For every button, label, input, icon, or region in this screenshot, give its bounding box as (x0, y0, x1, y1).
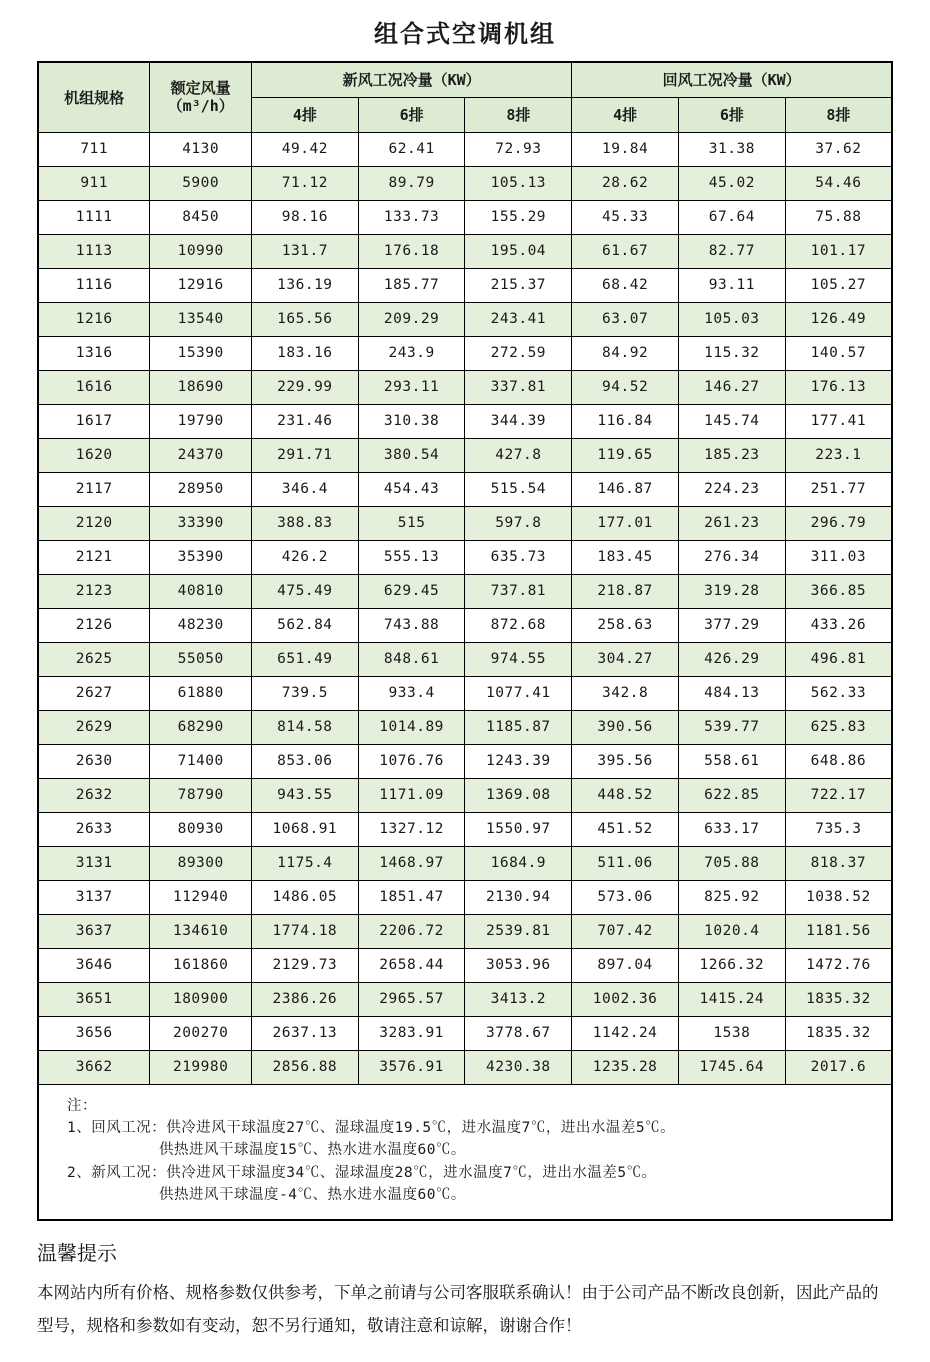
footer-heading: 温馨提示 (37, 1240, 117, 1265)
table-cell: 651.49 (251, 642, 358, 676)
table-cell: 2539.81 (465, 914, 572, 948)
table-cell: 707.42 (572, 914, 679, 948)
table-cell: 573.06 (572, 880, 679, 914)
table-cell: 722.17 (785, 778, 892, 812)
table-cell: 131.7 (251, 234, 358, 268)
table-cell: 1076.76 (358, 744, 465, 778)
table-cell: 911 (38, 166, 150, 200)
table-cell: 93.11 (678, 268, 785, 302)
table-row (38, 166, 892, 200)
table-cell: 705.88 (678, 846, 785, 880)
table-cell: 2625 (38, 642, 150, 676)
table-cell: 2123 (38, 574, 150, 608)
table-cell: 1684.9 (465, 846, 572, 880)
table-cell: 75.88 (785, 200, 892, 234)
table-cell: 2627 (38, 676, 150, 710)
table-cell: 622.85 (678, 778, 785, 812)
table-cell: 5900 (150, 166, 252, 200)
table-cell: 2658.44 (358, 948, 465, 982)
notes-cell (38, 1084, 892, 1220)
table-cell: 3646 (38, 948, 150, 982)
table-cell: 251.77 (785, 472, 892, 506)
table-cell: 119.65 (572, 438, 679, 472)
table-cell: 3778.67 (465, 1016, 572, 1050)
table-cell: 78790 (150, 778, 252, 812)
table-cell: 3656 (38, 1016, 150, 1050)
table-cell: 176.13 (785, 370, 892, 404)
table-cell: 183.45 (572, 540, 679, 574)
table-row (38, 336, 892, 370)
table-row (38, 710, 892, 744)
table-cell: 176.18 (358, 234, 465, 268)
table-cell: 427.8 (465, 438, 572, 472)
table-cell: 1014.89 (358, 710, 465, 744)
table-cell: 62.41 (358, 132, 465, 166)
table-cell: 1617 (38, 404, 150, 438)
table-header (38, 62, 892, 132)
note-line: 2、新风工况：供冷进风干球温度34℃、湿球温度28℃，进水温度7℃，进出水温差5℃。 (67, 1164, 657, 1181)
table-cell: 3137 (38, 880, 150, 914)
table-cell: 89.79 (358, 166, 465, 200)
table-cell: 146.27 (678, 370, 785, 404)
table-row (38, 438, 892, 472)
table-body (38, 132, 892, 1084)
table-cell: 562.33 (785, 676, 892, 710)
page-title: 组合式空调机组 (374, 20, 556, 48)
table-cell: 105.13 (465, 166, 572, 200)
table-cell: 185.77 (358, 268, 465, 302)
table-cell: 63.07 (572, 302, 679, 336)
table-cell: 105.27 (785, 268, 892, 302)
table-cell: 80930 (150, 812, 252, 846)
table-row (38, 914, 892, 948)
table-cell: 45.02 (678, 166, 785, 200)
header-subcol: 4排 (572, 97, 679, 132)
table-cell: 223.1 (785, 438, 892, 472)
table-cell: 1745.64 (678, 1050, 785, 1084)
table-cell: 366.85 (785, 574, 892, 608)
table-cell: 311.03 (785, 540, 892, 574)
table-cell: 484.13 (678, 676, 785, 710)
header-rated-airflow-line2: （m³/h） (167, 97, 234, 116)
table-cell: 2120 (38, 506, 150, 540)
table-cell: 346.4 (251, 472, 358, 506)
table-cell: 2629 (38, 710, 150, 744)
table-cell: 388.83 (251, 506, 358, 540)
table-cell: 82.77 (678, 234, 785, 268)
table-row (38, 506, 892, 540)
table-cell: 943.55 (251, 778, 358, 812)
table-cell: 1835.32 (785, 982, 892, 1016)
table-cell: 737.81 (465, 574, 572, 608)
table-cell: 258.63 (572, 608, 679, 642)
table-cell: 48230 (150, 608, 252, 642)
table-cell: 215.37 (465, 268, 572, 302)
table-row (38, 540, 892, 574)
table-row (38, 982, 892, 1016)
header-subcol: 6排 (678, 97, 785, 132)
table-cell: 1620 (38, 438, 150, 472)
table-cell: 136.19 (251, 268, 358, 302)
table-cell: 229.99 (251, 370, 358, 404)
table-cell: 3131 (38, 846, 150, 880)
table-cell: 155.29 (465, 200, 572, 234)
table-cell: 146.87 (572, 472, 679, 506)
table-row (38, 1016, 892, 1050)
table-cell: 31.38 (678, 132, 785, 166)
header-subcol: 8排 (465, 97, 572, 132)
table-cell: 13540 (150, 302, 252, 336)
table-cell: 183.16 (251, 336, 358, 370)
table-cell: 451.52 (572, 812, 679, 846)
table-cell: 377.29 (678, 608, 785, 642)
table-cell: 337.81 (465, 370, 572, 404)
table-cell: 68.42 (572, 268, 679, 302)
table-cell: 1175.4 (251, 846, 358, 880)
table-cell: 2117 (38, 472, 150, 506)
table-cell: 1038.52 (785, 880, 892, 914)
table-header-row-groups (38, 62, 892, 97)
header-rated-airflow-line1: 额定风量 (170, 78, 231, 97)
table-cell: 1538 (678, 1016, 785, 1050)
table-cell: 853.06 (251, 744, 358, 778)
table-row (38, 744, 892, 778)
table-cell: 218.87 (572, 574, 679, 608)
table-cell: 40810 (150, 574, 252, 608)
table-cell: 272.59 (465, 336, 572, 370)
table-cell: 3576.91 (358, 1050, 465, 1084)
table-cell: 1235.28 (572, 1050, 679, 1084)
table-row (38, 268, 892, 302)
table-cell: 1616 (38, 370, 150, 404)
table-cell: 3637 (38, 914, 150, 948)
table-cell: 1851.47 (358, 880, 465, 914)
table-cell: 71.12 (251, 166, 358, 200)
table-cell: 825.92 (678, 880, 785, 914)
table-cell: 37.62 (785, 132, 892, 166)
table-cell: 291.71 (251, 438, 358, 472)
table-cell: 558.61 (678, 744, 785, 778)
table-cell: 67.64 (678, 200, 785, 234)
table-cell: 342.8 (572, 676, 679, 710)
header-rated-airflow (150, 62, 252, 132)
table-cell: 2126 (38, 608, 150, 642)
table-cell: 2632 (38, 778, 150, 812)
table-cell: 933.4 (358, 676, 465, 710)
header-subcol: 4排 (251, 97, 358, 132)
table-cell: 276.34 (678, 540, 785, 574)
header-unit-spec: 机组规格 (38, 62, 150, 132)
table-cell: 89300 (150, 846, 252, 880)
table-cell: 3413.2 (465, 982, 572, 1016)
table-cell: 814.58 (251, 710, 358, 744)
table-cell: 200270 (150, 1016, 252, 1050)
table-cell: 539.77 (678, 710, 785, 744)
table-cell: 10990 (150, 234, 252, 268)
table-cell: 648.86 (785, 744, 892, 778)
table-cell: 2965.57 (358, 982, 465, 1016)
table-cell: 515 (358, 506, 465, 540)
table-cell: 8450 (150, 200, 252, 234)
table-cell: 1142.24 (572, 1016, 679, 1050)
table-row (38, 200, 892, 234)
table-cell: 3662 (38, 1050, 150, 1084)
table-cell: 496.81 (785, 642, 892, 676)
table-cell: 195.04 (465, 234, 572, 268)
table-cell: 84.92 (572, 336, 679, 370)
table-cell: 261.23 (678, 506, 785, 540)
table-cell: 1327.12 (358, 812, 465, 846)
table-cell: 711 (38, 132, 150, 166)
table-cell: 116.84 (572, 404, 679, 438)
table-row (38, 846, 892, 880)
table-cell: 304.27 (572, 642, 679, 676)
table-cell: 1113 (38, 234, 150, 268)
table-cell: 4130 (150, 132, 252, 166)
table-cell: 3053.96 (465, 948, 572, 982)
table-cell: 28.62 (572, 166, 679, 200)
header-subcol: 8排 (785, 97, 892, 132)
note-line: 1、回风工况：供冷进风干球温度27℃、湿球温度19.5℃，进水温度7℃，进出水温差5℃。 (67, 1119, 676, 1136)
table-cell: 15390 (150, 336, 252, 370)
table-cell: 1468.97 (358, 846, 465, 880)
table-cell: 2856.88 (251, 1050, 358, 1084)
table-cell: 19790 (150, 404, 252, 438)
table-cell: 98.16 (251, 200, 358, 234)
table-cell: 54.46 (785, 166, 892, 200)
table-cell: 1243.39 (465, 744, 572, 778)
table-row (38, 778, 892, 812)
table-cell: 515.54 (465, 472, 572, 506)
table-cell: 319.28 (678, 574, 785, 608)
table-cell: 1550.97 (465, 812, 572, 846)
table-row (38, 472, 892, 506)
table-cell: 475.49 (251, 574, 358, 608)
table-row (38, 404, 892, 438)
table-cell: 1486.05 (251, 880, 358, 914)
table-cell: 872.68 (465, 608, 572, 642)
table-cell: 145.74 (678, 404, 785, 438)
table-cell: 1068.91 (251, 812, 358, 846)
table-cell: 344.39 (465, 404, 572, 438)
notes-row (38, 1084, 892, 1220)
table-cell: 562.84 (251, 608, 358, 642)
table-cell: 625.83 (785, 710, 892, 744)
table-row (38, 608, 892, 642)
table-cell: 2386.26 (251, 982, 358, 1016)
table-cell: 1369.08 (465, 778, 572, 812)
table-cell: 848.61 (358, 642, 465, 676)
note-line: 供热进风干球温度-4℃、热水进水温度60℃。 (159, 1187, 466, 1204)
table-cell: 126.49 (785, 302, 892, 336)
table-cell: 71400 (150, 744, 252, 778)
table-cell: 2637.13 (251, 1016, 358, 1050)
table-cell: 177.01 (572, 506, 679, 540)
table-cell: 1316 (38, 336, 150, 370)
table-cell: 61880 (150, 676, 252, 710)
table-cell: 974.55 (465, 642, 572, 676)
table-cell: 68290 (150, 710, 252, 744)
table-cell: 735.3 (785, 812, 892, 846)
table-cell: 433.26 (785, 608, 892, 642)
table-cell: 224.23 (678, 472, 785, 506)
table-cell: 3283.91 (358, 1016, 465, 1050)
table-cell: 454.43 (358, 472, 465, 506)
table-cell: 448.52 (572, 778, 679, 812)
table-cell: 112940 (150, 880, 252, 914)
table-cell: 243.41 (465, 302, 572, 336)
table-notes (38, 1084, 892, 1220)
table-row (38, 574, 892, 608)
table-cell: 629.45 (358, 574, 465, 608)
table-cell: 115.32 (678, 336, 785, 370)
table-cell: 72.93 (465, 132, 572, 166)
table-cell: 140.57 (785, 336, 892, 370)
table-row (38, 302, 892, 336)
table-cell: 94.52 (572, 370, 679, 404)
table-row (38, 642, 892, 676)
table-cell: 45.33 (572, 200, 679, 234)
table-cell: 243.9 (358, 336, 465, 370)
table-cell: 511.06 (572, 846, 679, 880)
table-row (38, 812, 892, 846)
table-cell: 426.29 (678, 642, 785, 676)
table-cell: 180900 (150, 982, 252, 1016)
table-cell: 2633 (38, 812, 150, 846)
table-cell: 219980 (150, 1050, 252, 1084)
table-cell: 2630 (38, 744, 150, 778)
table-cell: 134610 (150, 914, 252, 948)
table-cell: 49.42 (251, 132, 358, 166)
table-cell: 55050 (150, 642, 252, 676)
table-row (38, 1050, 892, 1084)
table-cell: 35390 (150, 540, 252, 574)
table-cell: 24370 (150, 438, 252, 472)
table-cell: 1077.41 (465, 676, 572, 710)
table-cell: 1266.32 (678, 948, 785, 982)
table-cell: 897.04 (572, 948, 679, 982)
table-cell: 743.88 (358, 608, 465, 642)
table-cell: 1185.87 (465, 710, 572, 744)
table-cell: 28950 (150, 472, 252, 506)
table-cell: 426.2 (251, 540, 358, 574)
table-cell: 1181.56 (785, 914, 892, 948)
table-cell: 4230.38 (465, 1050, 572, 1084)
table-cell: 2129.73 (251, 948, 358, 982)
table-cell: 380.54 (358, 438, 465, 472)
table-cell: 2206.72 (358, 914, 465, 948)
table-cell: 231.46 (251, 404, 358, 438)
table-cell: 2017.6 (785, 1050, 892, 1084)
table-cell: 296.79 (785, 506, 892, 540)
table-cell: 635.73 (465, 540, 572, 574)
table-cell: 1002.36 (572, 982, 679, 1016)
table-cell: 177.41 (785, 404, 892, 438)
table-cell: 555.13 (358, 540, 465, 574)
table-cell: 1835.32 (785, 1016, 892, 1050)
table-cell: 19.84 (572, 132, 679, 166)
table-cell: 2121 (38, 540, 150, 574)
header-subcol: 6排 (358, 97, 465, 132)
table-row (38, 676, 892, 710)
table-row (38, 370, 892, 404)
table-cell: 161860 (150, 948, 252, 982)
spec-table (37, 61, 893, 1221)
table-cell: 739.5 (251, 676, 358, 710)
table-cell: 390.56 (572, 710, 679, 744)
table-row (38, 132, 892, 166)
table-cell: 133.73 (358, 200, 465, 234)
table-cell: 105.03 (678, 302, 785, 336)
table-cell: 165.56 (251, 302, 358, 336)
table-cell: 12916 (150, 268, 252, 302)
table-row (38, 880, 892, 914)
table-cell: 293.11 (358, 370, 465, 404)
table-cell: 1216 (38, 302, 150, 336)
footer-text: 本网站内所有价格、规格参数仅供参考，下单之前请与公司客服联系确认！由于公司产品不断改良创新，因此产品的型号，规格和参数如有变动，恕不另行通知，敬请注意和谅解，谢谢合作！ (37, 1282, 879, 1335)
table-row (38, 234, 892, 268)
header-fresh-air-group: 新风工况冷量（KW） (251, 62, 571, 97)
table-cell: 101.17 (785, 234, 892, 268)
table-cell: 597.8 (465, 506, 572, 540)
table-cell: 1171.09 (358, 778, 465, 812)
table-cell: 2130.94 (465, 880, 572, 914)
table-cell: 395.56 (572, 744, 679, 778)
table-cell: 310.38 (358, 404, 465, 438)
table-cell: 18690 (150, 370, 252, 404)
table-cell: 1415.24 (678, 982, 785, 1016)
table-cell: 185.23 (678, 438, 785, 472)
notes-label: 注： (67, 1097, 97, 1114)
note-line: 供热进风干球温度15℃、热水进水温度60℃。 (159, 1142, 466, 1159)
table-cell: 1111 (38, 200, 150, 234)
table-cell: 1116 (38, 268, 150, 302)
table-cell: 1472.76 (785, 948, 892, 982)
table-cell: 1020.4 (678, 914, 785, 948)
table-cell: 3651 (38, 982, 150, 1016)
table-cell: 818.37 (785, 846, 892, 880)
table-cell: 633.17 (678, 812, 785, 846)
table-cell: 33390 (150, 506, 252, 540)
table-cell: 209.29 (358, 302, 465, 336)
header-return-air-group: 回风工况冷量（KW） (572, 62, 892, 97)
table-row (38, 948, 892, 982)
table-cell: 61.67 (572, 234, 679, 268)
table-cell: 1774.18 (251, 914, 358, 948)
